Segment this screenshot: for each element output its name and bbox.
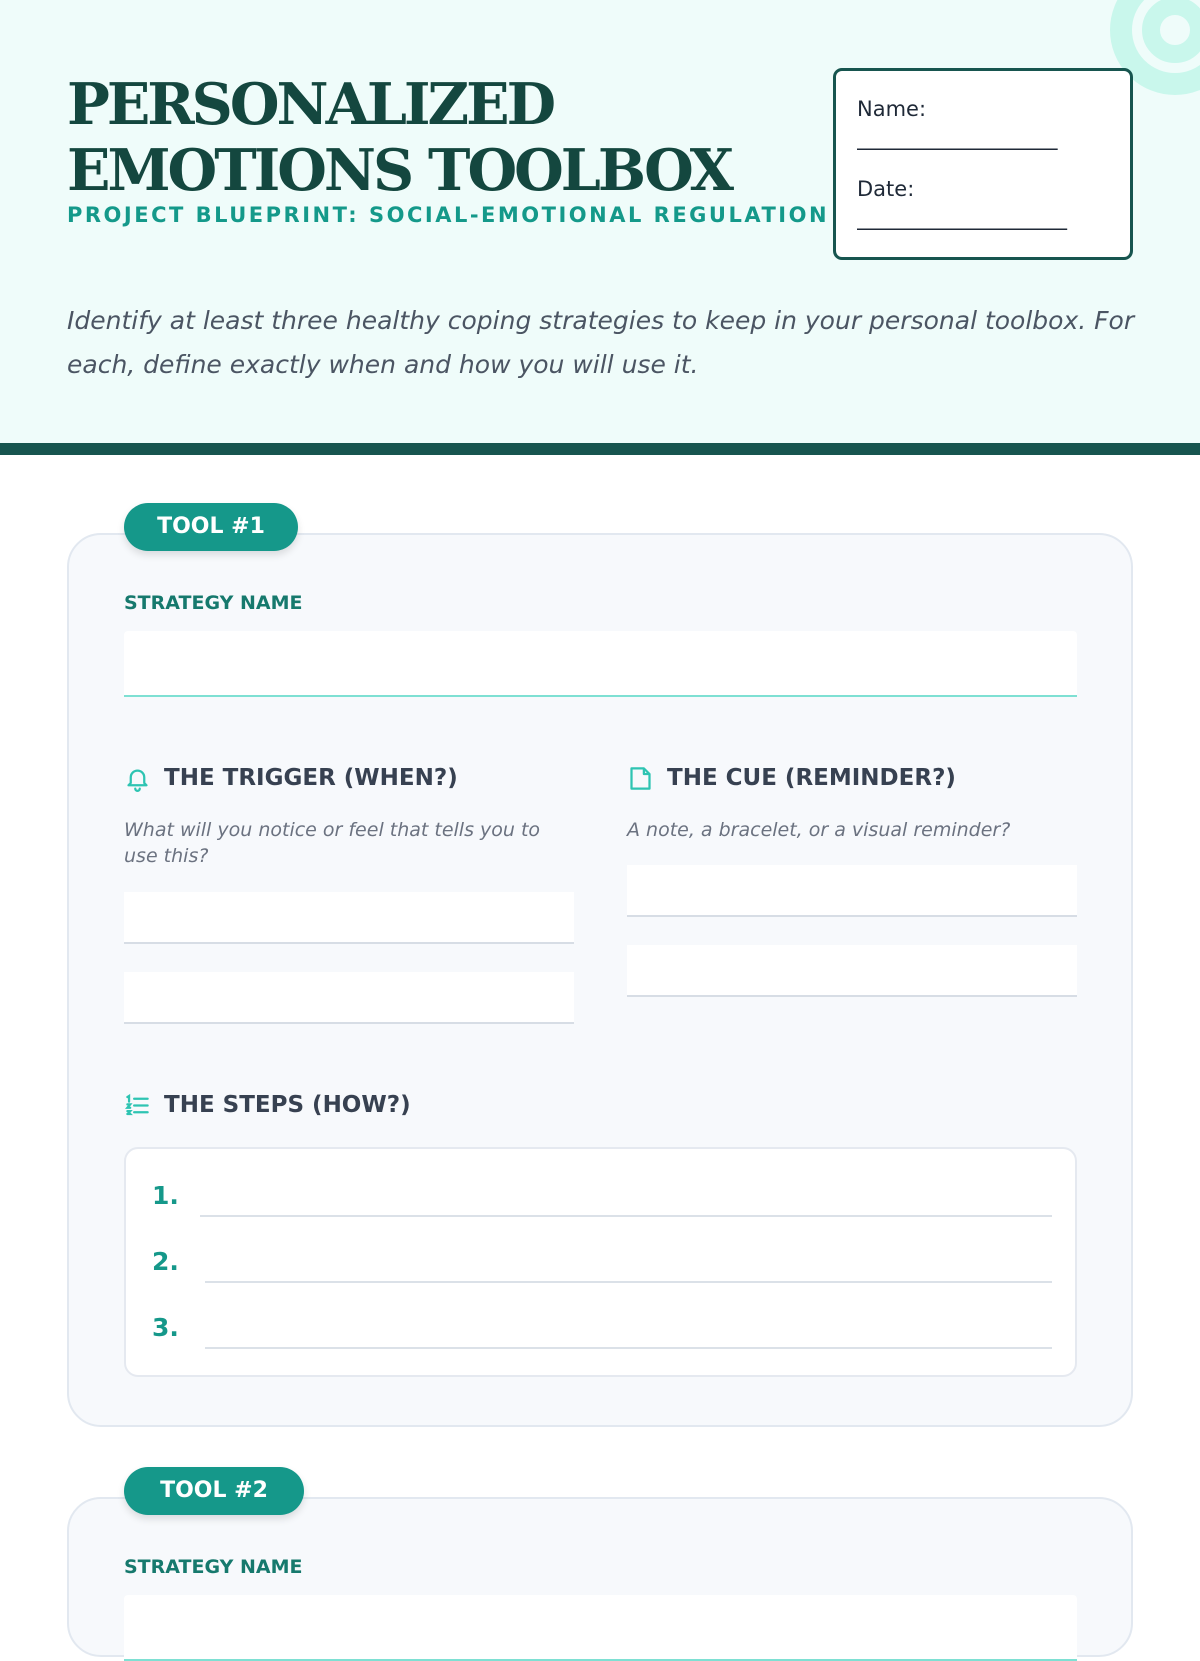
step-line-2[interactable] xyxy=(205,1281,1052,1283)
cue-input-1[interactable] xyxy=(627,865,1077,917)
worksheet-header xyxy=(0,0,1200,455)
cue-title: THE CUE (REMINDER?) xyxy=(667,765,956,791)
strategy-name-label: STRATEGY NAME xyxy=(124,592,303,614)
step-number-3: 3. xyxy=(152,1313,179,1342)
name-row xyxy=(857,91,1130,171)
sticky-note-icon xyxy=(627,765,654,792)
trigger-input-1[interactable] xyxy=(124,892,574,944)
strategy-name-input[interactable] xyxy=(124,631,1077,697)
tool-badge-2: TOOL #2 xyxy=(124,1467,304,1515)
cue-input-2[interactable] xyxy=(627,945,1077,997)
step-line-1[interactable] xyxy=(200,1215,1052,1217)
name-line[interactable]: _____________________ xyxy=(857,126,1057,150)
cue-hint: A note, a bracelet, or a visual reminder? xyxy=(627,819,1011,841)
date-label: Date: xyxy=(857,177,915,201)
trigger-input-2[interactable] xyxy=(124,972,574,1024)
strategy-name-label-2: STRATEGY NAME xyxy=(124,1556,303,1578)
steps-heading xyxy=(124,1090,411,1120)
cue-heading xyxy=(627,763,956,793)
date-row xyxy=(857,171,1130,251)
steps-box xyxy=(124,1147,1077,1377)
tool-card-1 xyxy=(67,533,1133,1427)
bell-icon xyxy=(124,765,151,792)
numbered-list-icon xyxy=(124,1092,151,1119)
step-number-1: 1. xyxy=(152,1181,179,1210)
page-title: PERSONALIZED EMOTIONS TOOLBOX xyxy=(67,71,731,204)
tool-badge-1: TOOL #1 xyxy=(124,503,298,551)
date-line[interactable]: ______________________ xyxy=(857,206,1066,230)
trigger-heading xyxy=(124,763,458,793)
trigger-hint: What will you notice or feel that tells you to use this? xyxy=(124,819,541,867)
name-date-box xyxy=(833,68,1133,260)
tool-card-2 xyxy=(67,1497,1133,1657)
steps-title: THE STEPS (HOW?) xyxy=(164,1092,411,1118)
step-line-3[interactable] xyxy=(205,1347,1052,1349)
trigger-title: THE TRIGGER (WHEN?) xyxy=(164,765,458,791)
page-subtitle: PROJECT BLUEPRINT: SOCIAL-EMOTIONAL REGULATION xyxy=(67,203,830,227)
step-number-2: 2. xyxy=(152,1247,179,1276)
name-label: Name: xyxy=(857,97,927,121)
strategy-name-input-2[interactable] xyxy=(124,1595,1077,1661)
intro-instructions: Identify at least three healthy coping strategies to keep in your personal toolbox. For each, define exactly when and how you will use it. xyxy=(67,306,1135,379)
